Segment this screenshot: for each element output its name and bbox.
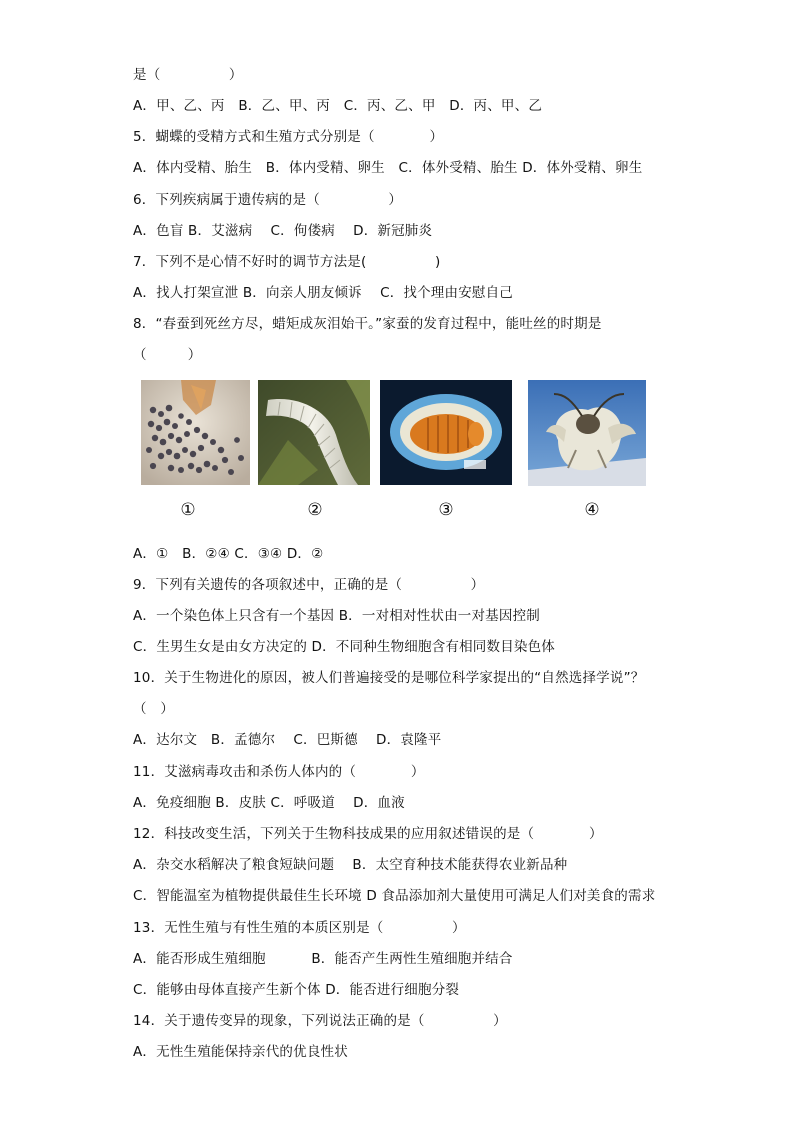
question-12: 12．科技改变生活，下列关于生物科技成果的应用叙述错误的是（ ）	[133, 826, 603, 842]
text-line: A．免疫细胞 B．皮肤 C．呼吸道 D．血液	[133, 795, 405, 811]
text-line: C．智能温室为植物提供最佳生长环境 D 食品添加剂大量使用可满足人们对美食的需求	[133, 888, 656, 904]
question-6: 6．下列疾病属于遗传病的是（ ）	[133, 192, 403, 208]
figure-label-1: ①	[180, 500, 196, 520]
text-line: A．能否形成生殖细胞 B．能否产生两性生殖细胞并结合	[133, 951, 513, 967]
text-line: A．① B．②④ C．③④ D．②	[133, 546, 324, 562]
question-13: 13．无性生殖与有性生殖的本质区别是（ ）	[133, 920, 466, 936]
figure-label-2: ②	[307, 500, 323, 520]
text-line: A．找人打架宣泄 B．向亲人朋友倾诉 C．找个理由安慰自己	[133, 285, 514, 301]
question-14: 14．关于遗传变异的现象，下列说法正确的是（ ）	[133, 1013, 507, 1029]
figure-label-3: ③	[438, 500, 454, 520]
text-line: （ ）	[133, 347, 202, 363]
question-5: 5．蝴蝶的受精方式和生殖方式分别是（ ）	[133, 129, 444, 145]
text-line: A．杂交水稻解决了粮食短缺问题 B．太空育种技术能获得农业新品种	[133, 857, 568, 873]
question-11: 11．艾滋病毒攻击和杀伤人体内的（ ）	[133, 764, 425, 780]
question-8: 8．“春蚕到死丝方尽，蜡矩成灰泪始干。”家蚕的发育过程中，能吐丝的时期是	[133, 316, 602, 332]
question-7: 7．下列不是心情不好时的调节方法是( )	[133, 254, 441, 270]
text-line: A．体内受精、胎生 B．体内受精、卵生 C．体外受精、胎生 D．体外受精、卵生	[133, 160, 643, 176]
text-line: （ ）	[133, 701, 175, 717]
silkworm-moth-image	[528, 380, 646, 486]
silkworm-pupa-image	[380, 380, 512, 485]
silkworm-eggs-image	[141, 380, 250, 485]
text-line: C．能够由母体直接产生新个体 D．能否进行细胞分裂	[133, 982, 460, 998]
text-line: A．甲、乙、丙 B．乙、甲、丙 C．丙、乙、甲 D．丙、甲、乙	[133, 98, 543, 114]
figure-label-4: ④	[584, 500, 600, 520]
question-9: 9．下列有关遗传的各项叙述中，正确的是（ ）	[133, 577, 485, 593]
question-10: 10．关于生物进化的原因，被人们普遍接受的是哪位科学家提出的“自然选择学说”？	[133, 670, 645, 686]
text-line: A．无性生殖能保持亲代的优良性状	[133, 1044, 348, 1060]
text-line: C．生男生女是由女方决定的 D．不同种生物细胞含有相同数目染色体	[133, 639, 556, 655]
silkworm-larva-image	[258, 380, 370, 485]
text-line: A．色盲 B．艾滋病 C．佝偻病 D．新冠肺炎	[133, 223, 433, 239]
text-line: A．达尔文 B．孟德尔 C．巴斯德 D．袁隆平	[133, 732, 442, 748]
text-line: 是（ ）	[133, 67, 243, 83]
text-line: A．一个染色体上只含有一个基因 B．一对相对性状由一对基因控制	[133, 608, 540, 624]
